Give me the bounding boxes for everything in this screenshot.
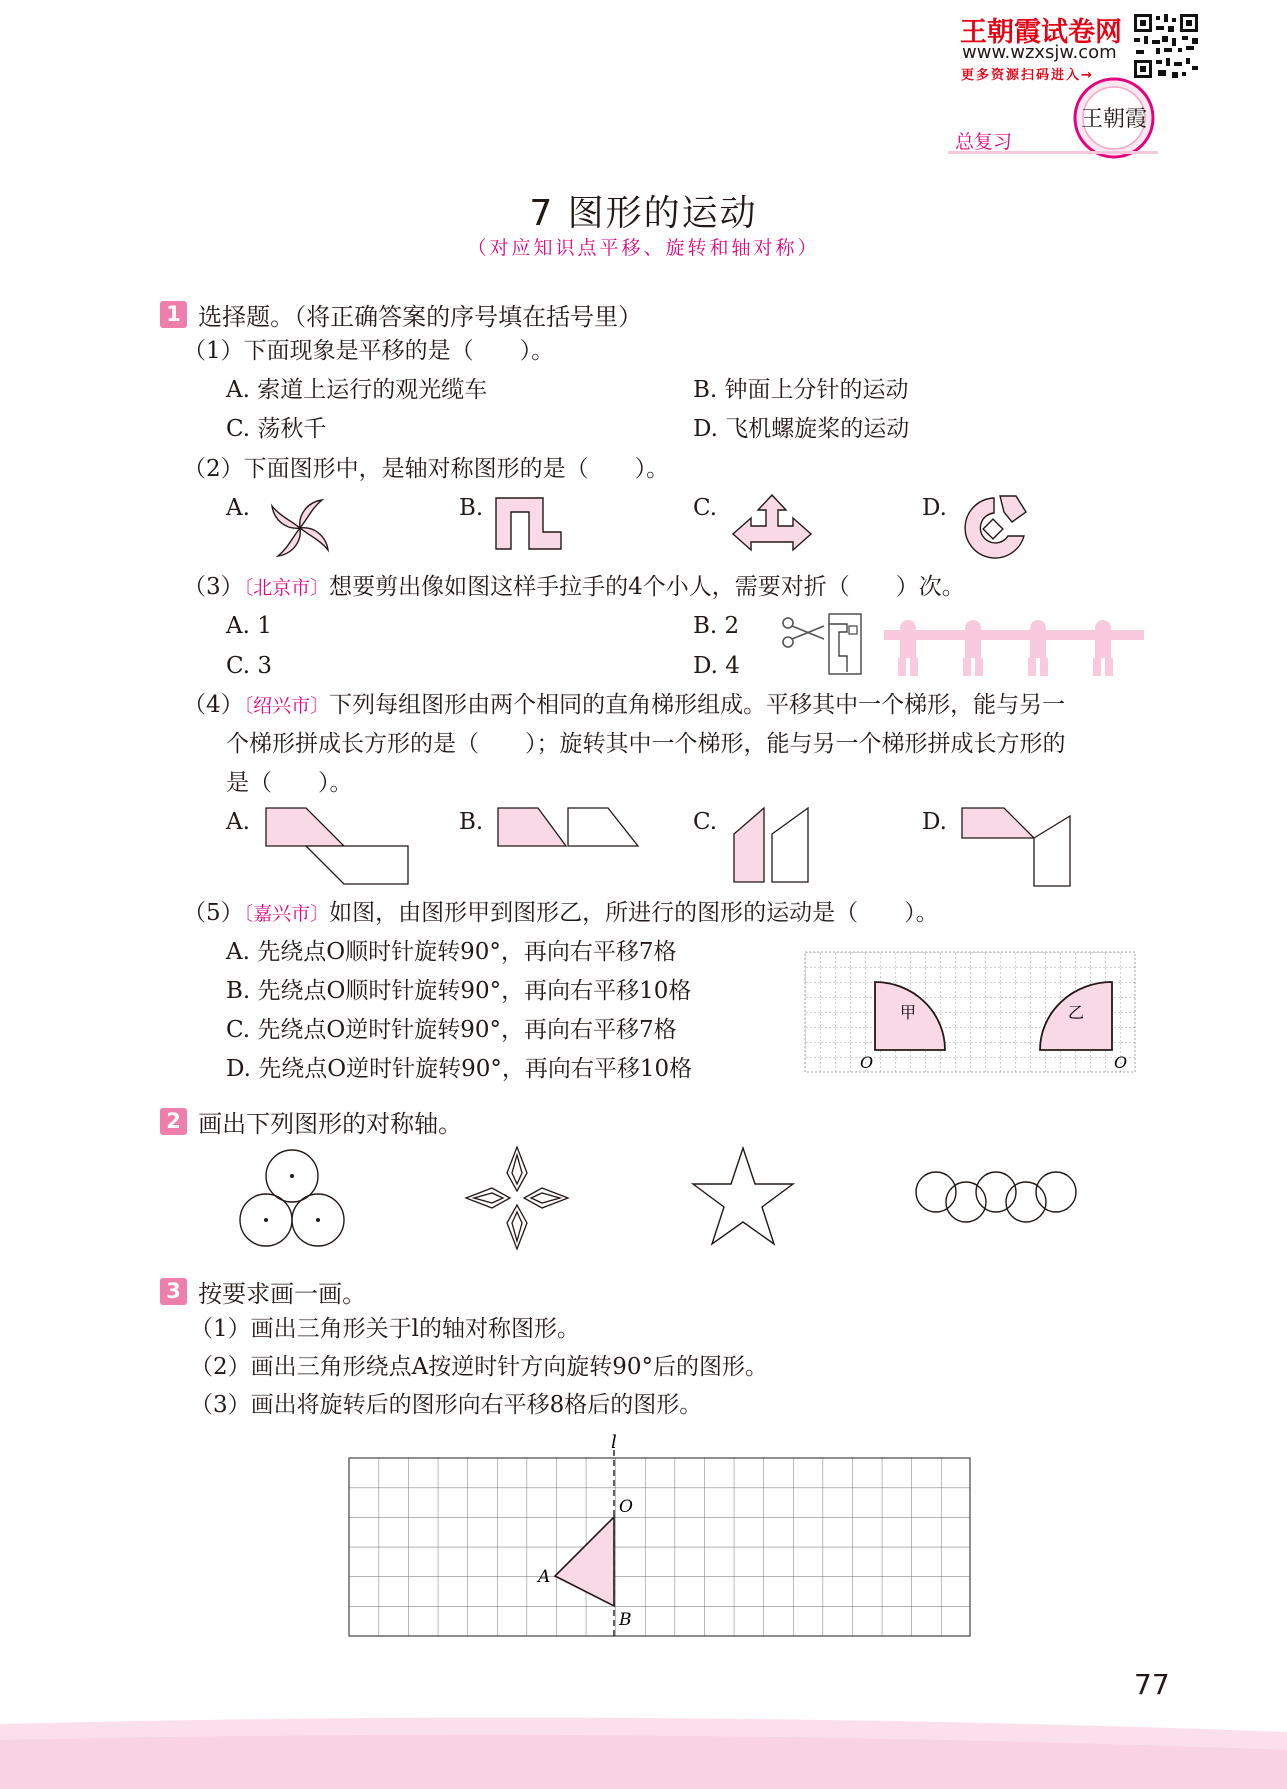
- point-o-left: O: [860, 1053, 874, 1072]
- q2-stem: （2）下面图形中，是轴对称图形的是（ ）。: [183, 456, 670, 482]
- q3-prefix: （3）: [183, 574, 244, 600]
- q5-stem: 如图，由图形甲到图形乙，所进行的图形的运动是（ ）。: [329, 900, 939, 926]
- five-rings-figure[interactable]: [914, 1166, 1080, 1228]
- footer-band: [0, 1700, 1287, 1789]
- shape-jia-label: 甲: [899, 1003, 917, 1022]
- q1-stem: （1）下面现象是平移的是（ ）。: [183, 338, 555, 364]
- section3-item-1: （1）画出三角形关于l的轴对称图形。: [190, 1316, 580, 1342]
- section3-title: 按要求画一画。: [198, 1280, 367, 1308]
- q4-figure-b: [496, 806, 642, 848]
- point-a-label: A: [538, 1567, 551, 1587]
- q1-option-b[interactable]: B. 钟面上分针的运动: [693, 377, 909, 403]
- q4-line3: 是（ ）。: [226, 770, 353, 796]
- q5-option-c[interactable]: C. 先绕点O逆时针旋转90°，再向右平移7格: [226, 1017, 677, 1043]
- section3-item-2: （2）画出三角形绕点A按逆时针方向旋转90°后的图形。: [190, 1354, 769, 1380]
- q2-option-b[interactable]: B.: [459, 495, 484, 521]
- q5-stem-line: [183, 902, 939, 925]
- brand-name: 王朝霞试卷网: [960, 17, 1122, 48]
- q4-line2: 个梯形拼成长方形的是（ ）；旋转其中一个梯形，能与另一个梯形拼成长方形的: [226, 731, 1066, 757]
- point-b-label: B: [619, 1610, 632, 1630]
- q1-option-d[interactable]: D. 飞机螺旋桨的运动: [693, 416, 910, 442]
- three-circles-figure[interactable]: [236, 1148, 348, 1252]
- q4-figure-c: [732, 806, 812, 884]
- section2-header: [160, 1104, 462, 1139]
- more-resources-text: 更多资源扫码进入→: [961, 68, 1094, 83]
- q5-option-d[interactable]: D. 先绕点O逆时针旋转90°，再向右平移10格: [226, 1056, 693, 1082]
- q4-option-a[interactable]: A.: [226, 809, 250, 835]
- q2-option-c[interactable]: C.: [693, 495, 718, 521]
- q4-figure-d: [960, 806, 1072, 888]
- q4-option-c[interactable]: C.: [693, 809, 718, 835]
- point-o-right: O: [1114, 1053, 1128, 1072]
- q4-region-tag: 〔绍兴市〕: [243, 695, 330, 717]
- four-diamond-figure[interactable]: [464, 1145, 570, 1251]
- q1-option-a[interactable]: A. 索道上运行的观光缆车: [226, 377, 488, 403]
- notch-figure: [493, 494, 565, 552]
- bank-logo-figure: [956, 490, 1032, 566]
- q2-option-d[interactable]: D.: [922, 495, 947, 521]
- qr-code-icon[interactable]: [1132, 12, 1200, 80]
- q3-option-a[interactable]: A. 1: [226, 613, 272, 639]
- q4-stem-line1: [183, 694, 1065, 717]
- section3-grid-figure[interactable]: [340, 1432, 980, 1642]
- line-l-label: l: [611, 1432, 617, 1453]
- paper-dolls-figure: [884, 618, 1144, 678]
- q4-figure-a: [264, 806, 410, 886]
- review-label: 总复习: [955, 131, 1013, 153]
- section1-badge: 1: [160, 301, 187, 328]
- q3-region-tag: 〔北京市〕: [243, 577, 330, 599]
- q4-prefix: （4）: [183, 692, 244, 718]
- section1-title: 选择题。（将正确答案的序号填在括号里）: [198, 303, 643, 331]
- folded-paper-figure: [827, 612, 865, 676]
- q4-line1: 下列每组图形由两个相同的直角梯形组成。平移其中一个梯形，能与另一: [329, 692, 1066, 718]
- scissors-icon: [780, 615, 828, 651]
- q4-option-d[interactable]: D.: [922, 809, 947, 835]
- q3-option-c[interactable]: C. 3: [226, 653, 273, 679]
- section2-title: 画出下列图形的对称轴。: [198, 1110, 463, 1138]
- page-subtitle: （对应知识点平移、旋转和轴对称）: [467, 237, 820, 259]
- q5-region-tag: 〔嘉兴市〕: [243, 903, 330, 925]
- page-number: 77: [1134, 1668, 1170, 1701]
- page-title: 7 图形的运动: [529, 193, 758, 234]
- q4-option-b[interactable]: B.: [459, 809, 484, 835]
- arrow-figure: [729, 492, 815, 554]
- svg-text:王朝霞: 王朝霞: [1080, 107, 1148, 132]
- q5-grid-figure: [800, 950, 1142, 1076]
- q3-option-d[interactable]: D. 4: [693, 653, 740, 679]
- star-figure[interactable]: [690, 1146, 796, 1248]
- q5-prefix: （5）: [183, 900, 244, 926]
- q5-option-a[interactable]: A. 先绕点O顺时针旋转90°，再向右平移7格: [226, 939, 677, 965]
- point-o-label: O: [619, 1497, 633, 1517]
- section3-item-3: （3）画出将旋转后的图形向右平移8格后的图形。: [190, 1392, 703, 1418]
- pinwheel-figure: [262, 490, 338, 566]
- section3-header: [160, 1274, 366, 1309]
- section2-badge: 2: [160, 1108, 187, 1135]
- q3-stem-line: [183, 576, 965, 599]
- q3-stem: 想要剪出像如图这样手拉手的4个小人，需要对折（ ）次。: [329, 574, 965, 600]
- q2-option-a[interactable]: A.: [226, 495, 250, 521]
- section1-header: [160, 297, 642, 332]
- q5-option-b[interactable]: B. 先绕点O顺时针旋转90°，再向右平移10格: [226, 978, 692, 1004]
- q1-option-c[interactable]: C. 荡秋千: [226, 416, 327, 442]
- brand-seal-icon: [1072, 76, 1156, 160]
- brand-url[interactable]: www.wzxsjw.com: [962, 42, 1117, 63]
- shape-yi-label: 乙: [1067, 1003, 1085, 1022]
- section3-badge: 3: [160, 1278, 187, 1305]
- q3-option-b[interactable]: B. 2: [693, 613, 740, 639]
